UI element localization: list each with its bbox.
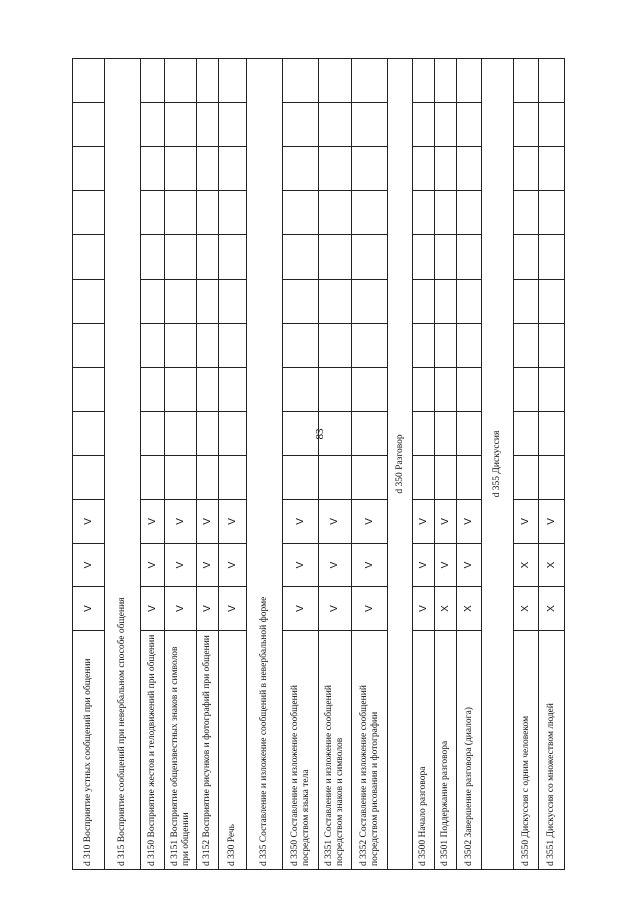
mark-cell: V [283, 500, 319, 544]
mark-cell: V [539, 500, 565, 544]
mark-cell: V [165, 543, 197, 587]
empty-cell [141, 235, 165, 279]
empty-cell [283, 235, 319, 279]
row-title: d 3501 Поддержание разговора [435, 630, 457, 869]
empty-cell [457, 323, 482, 367]
empty-cell [457, 191, 482, 235]
empty-cell [197, 59, 219, 103]
row-title: d 3550 Дискуссия с одним человеком [514, 630, 539, 869]
empty-cell [165, 191, 197, 235]
mark-cell: V [352, 500, 388, 544]
empty-cell [197, 456, 219, 500]
mark-cell: V [73, 543, 105, 587]
empty-cell [514, 191, 539, 235]
empty-cell [73, 59, 105, 103]
empty-cell [539, 411, 565, 455]
empty-cell [141, 367, 165, 411]
mark-cell: V [457, 500, 482, 544]
empty-cell [165, 367, 197, 411]
empty-cell [352, 147, 388, 191]
mark-cell: V [413, 500, 435, 544]
empty-cell [73, 279, 105, 323]
empty-cell [283, 147, 319, 191]
mark-cell: X [457, 587, 482, 631]
empty-cell [457, 411, 482, 455]
empty-cell [73, 235, 105, 279]
assessment-table [72, 58, 565, 870]
empty-cell [319, 103, 352, 147]
mark-cell: V [435, 500, 457, 544]
empty-cell [141, 147, 165, 191]
row-title: d 335 Составление и изложение сообщений в невербальной форме [247, 59, 283, 870]
row-title: d 3150 Восприятие жестов и телодвижений при общении [141, 630, 165, 869]
empty-cell [539, 147, 565, 191]
empty-cell [165, 279, 197, 323]
empty-cell [165, 147, 197, 191]
empty-cell [319, 191, 352, 235]
empty-cell [514, 411, 539, 455]
table-row [352, 59, 388, 870]
empty-cell [141, 59, 165, 103]
empty-cell [514, 235, 539, 279]
rotated-table-container [72, 58, 557, 870]
row-title: d 3352 Составление и изложение сообщений посредством рисования и фотографии [352, 630, 388, 869]
empty-cell [219, 235, 247, 279]
empty-cell [219, 456, 247, 500]
empty-cell [457, 147, 482, 191]
mark-cell: V [73, 587, 105, 631]
empty-cell [319, 279, 352, 323]
empty-cell [413, 59, 435, 103]
mark-cell: V [73, 500, 105, 544]
row-title: d 3351 Составление и изложение сообщений посредством знаков и символов [319, 630, 352, 869]
mark-cell: X [514, 543, 539, 587]
empty-cell [435, 59, 457, 103]
empty-cell [457, 235, 482, 279]
row-title: d 310 Восприятие устных сообщений при общении [73, 630, 105, 869]
empty-cell [352, 456, 388, 500]
row-title: d 3500 Начало разговора [413, 630, 435, 869]
empty-cell [73, 367, 105, 411]
empty-cell [413, 367, 435, 411]
empty-cell [352, 235, 388, 279]
row-title: d 3151 Восприятие общеизвестных знаков и символов при общении [165, 630, 197, 869]
empty-cell [413, 456, 435, 500]
empty-cell [539, 191, 565, 235]
empty-cell [141, 279, 165, 323]
empty-cell [165, 456, 197, 500]
empty-cell [219, 367, 247, 411]
empty-cell [197, 235, 219, 279]
empty-cell [141, 103, 165, 147]
empty-cell [352, 59, 388, 103]
empty-cell [319, 235, 352, 279]
empty-cell [219, 59, 247, 103]
empty-cell [319, 59, 352, 103]
mark-cell: X [539, 587, 565, 631]
row-title: d 3551 Дискуссия со множеством людей [539, 630, 565, 869]
empty-cell [539, 456, 565, 500]
table-row [141, 59, 165, 870]
empty-cell [514, 279, 539, 323]
empty-cell [514, 59, 539, 103]
empty-cell [435, 147, 457, 191]
empty-cell [435, 235, 457, 279]
empty-cell [457, 367, 482, 411]
empty-cell [435, 411, 457, 455]
empty-cell [457, 279, 482, 323]
empty-cell [319, 411, 352, 455]
empty-cell [413, 191, 435, 235]
mark-cell: X [435, 587, 457, 631]
row-title: d 330 Речь [219, 630, 247, 869]
empty-cell [319, 323, 352, 367]
table-row [197, 59, 219, 870]
empty-cell [352, 191, 388, 235]
empty-cell [413, 147, 435, 191]
table-row [482, 59, 514, 870]
empty-cell [319, 367, 352, 411]
empty-cell [539, 103, 565, 147]
row-title: d 315 Восприятие сообщений при невербальном способе общения [105, 59, 141, 870]
empty-cell [413, 235, 435, 279]
row-title: d 3350 Составление и изложение сообщений посредством языка тела [283, 630, 319, 869]
mark-cell: V [319, 587, 352, 631]
empty-cell [283, 367, 319, 411]
empty-cell [435, 367, 457, 411]
empty-cell [283, 456, 319, 500]
mark-cell: V [197, 500, 219, 544]
mark-cell: V [219, 543, 247, 587]
mark-cell: V [219, 500, 247, 544]
empty-cell [165, 411, 197, 455]
mark-cell: V [435, 543, 457, 587]
empty-cell [435, 323, 457, 367]
empty-cell [539, 279, 565, 323]
empty-cell [539, 59, 565, 103]
empty-cell [319, 147, 352, 191]
row-title: d 3502 Завершение разговора (диалога) [457, 630, 482, 869]
mark-cell: V [283, 587, 319, 631]
empty-cell [352, 367, 388, 411]
empty-cell [413, 323, 435, 367]
empty-cell [197, 411, 219, 455]
table-row [165, 59, 197, 870]
empty-cell [435, 279, 457, 323]
empty-cell [141, 411, 165, 455]
empty-cell [539, 323, 565, 367]
mark-cell: V [319, 543, 352, 587]
empty-cell [73, 323, 105, 367]
empty-cell [413, 103, 435, 147]
assessment-table-wrapper [72, 58, 557, 870]
table-row [413, 59, 435, 870]
table-row [283, 59, 319, 870]
empty-cell [514, 147, 539, 191]
mark-cell: V [457, 543, 482, 587]
empty-cell [219, 323, 247, 367]
empty-cell [435, 103, 457, 147]
empty-cell [165, 59, 197, 103]
table-row [105, 59, 141, 870]
empty-cell [165, 323, 197, 367]
mark-cell: V [413, 587, 435, 631]
mark-cell: V [319, 500, 352, 544]
empty-cell [413, 411, 435, 455]
empty-cell [73, 191, 105, 235]
empty-cell [219, 411, 247, 455]
empty-cell [283, 103, 319, 147]
empty-cell [352, 103, 388, 147]
empty-cell [514, 456, 539, 500]
row-title: d 3152 Восприятие рисунков и фотографий при общении [197, 630, 219, 869]
empty-cell [197, 367, 219, 411]
empty-cell [219, 147, 247, 191]
empty-cell [73, 456, 105, 500]
empty-cell [413, 279, 435, 323]
empty-cell [283, 323, 319, 367]
empty-cell [514, 103, 539, 147]
mark-cell: V [514, 500, 539, 544]
empty-cell [197, 323, 219, 367]
mark-cell: V [141, 587, 165, 631]
empty-cell [283, 279, 319, 323]
empty-cell [165, 235, 197, 279]
mark-cell: V [165, 587, 197, 631]
empty-cell [73, 411, 105, 455]
table-row [73, 59, 105, 870]
table-row [319, 59, 352, 870]
empty-cell [457, 103, 482, 147]
empty-cell [457, 456, 482, 500]
row-title: d 355 Дискуссия [482, 59, 514, 870]
empty-cell [141, 456, 165, 500]
empty-cell [141, 191, 165, 235]
table-row [388, 59, 413, 870]
empty-cell [283, 191, 319, 235]
empty-cell [197, 103, 219, 147]
empty-cell [352, 323, 388, 367]
empty-cell [219, 103, 247, 147]
empty-cell [352, 411, 388, 455]
empty-cell [219, 191, 247, 235]
mark-cell: V [141, 500, 165, 544]
empty-cell [319, 456, 352, 500]
empty-cell [435, 191, 457, 235]
mark-cell: V [413, 543, 435, 587]
mark-cell: V [197, 587, 219, 631]
mark-cell: V [165, 500, 197, 544]
empty-cell [197, 147, 219, 191]
table-row [247, 59, 283, 870]
empty-cell [73, 103, 105, 147]
empty-cell [457, 59, 482, 103]
empty-cell [539, 367, 565, 411]
empty-cell [514, 367, 539, 411]
mark-cell: X [539, 543, 565, 587]
empty-cell [197, 279, 219, 323]
empty-cell [539, 235, 565, 279]
empty-cell [352, 279, 388, 323]
mark-cell: V [352, 587, 388, 631]
empty-cell [219, 279, 247, 323]
empty-cell [73, 147, 105, 191]
empty-cell [283, 411, 319, 455]
table-row [539, 59, 565, 870]
row-title: d 350 Разговор [388, 59, 413, 870]
table-row [514, 59, 539, 870]
empty-cell [197, 191, 219, 235]
table-row [219, 59, 247, 870]
mark-cell: X [514, 587, 539, 631]
empty-cell [514, 323, 539, 367]
mark-cell: V [352, 543, 388, 587]
mark-cell: V [219, 587, 247, 631]
mark-cell: V [141, 543, 165, 587]
table-row [435, 59, 457, 870]
empty-cell [165, 103, 197, 147]
mark-cell: V [197, 543, 219, 587]
empty-cell [283, 59, 319, 103]
empty-cell [435, 456, 457, 500]
table-body [73, 59, 565, 870]
mark-cell: V [283, 543, 319, 587]
table-row [457, 59, 482, 870]
page-number: 83 [314, 428, 326, 440]
empty-cell [141, 323, 165, 367]
